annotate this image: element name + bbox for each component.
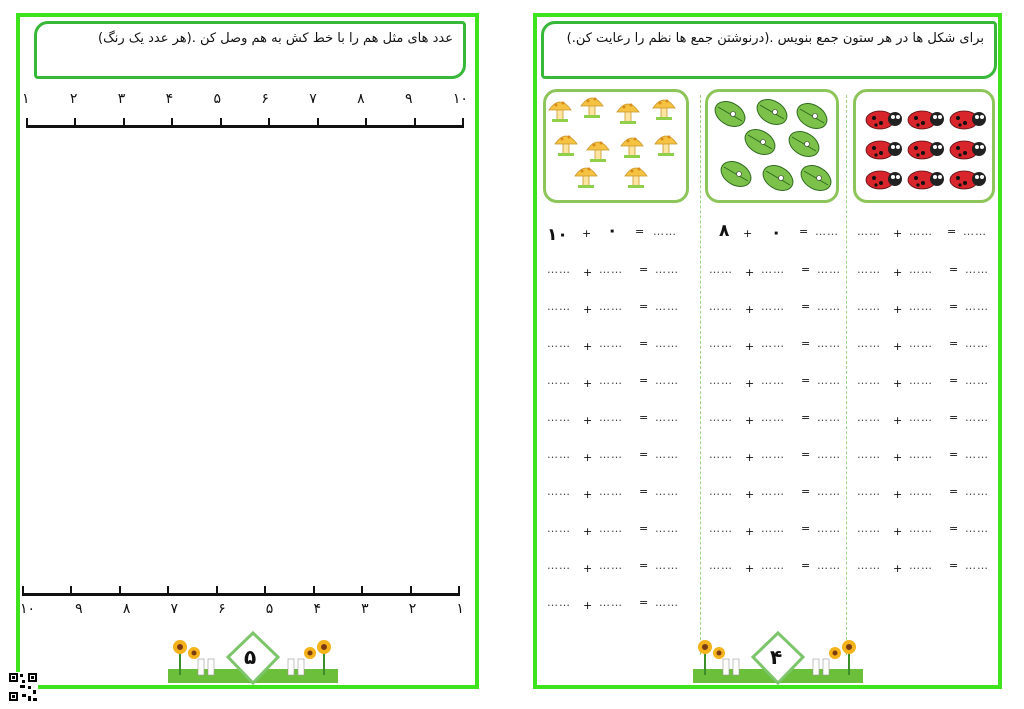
instruction-box [541, 21, 997, 79]
mushroom-result-blank[interactable]: …… [655, 485, 679, 498]
ladybug-equals: = [949, 559, 959, 572]
leaf-result-blank[interactable]: …… [817, 411, 841, 424]
ladybug-addend-blank[interactable]: …… [909, 411, 933, 424]
ladybug-second-blank[interactable]: …… [909, 225, 933, 238]
mushroom-first-plus: + [582, 227, 592, 240]
ladybug-equals: = [949, 448, 959, 461]
mushroom-equals: = [639, 596, 649, 609]
top-number-row [22, 91, 468, 107]
instruction-box [34, 21, 466, 79]
instruction-text: برای شکل ها در هر ستون جمع بنویس .(درنوشتن جمع ها نظم را رعایت کن.) [566, 31, 984, 46]
number-label: ۷ [309, 91, 317, 107]
ladybug-addend-blank[interactable]: …… [857, 263, 881, 276]
leaf-result-blank[interactable]: …… [817, 522, 841, 535]
leaf-addend-blank[interactable]: …… [709, 448, 733, 461]
leaf-equals: = [801, 522, 811, 535]
number-label: ۲ [408, 601, 417, 617]
mushroom-equals: = [639, 300, 649, 313]
bottom-ruler [22, 583, 460, 596]
ladybug-addend-blank[interactable]: …… [909, 263, 933, 276]
mushroom-plus: + [583, 562, 593, 575]
mushroom-addend-blank[interactable]: …… [547, 559, 571, 572]
ladybug-addend-blank[interactable]: …… [857, 522, 881, 535]
ladybug-equals: = [949, 485, 959, 498]
leaf-addend-blank[interactable]: …… [761, 411, 785, 424]
ladybug-icon [866, 111, 902, 129]
mushroom-addend-blank[interactable]: …… [547, 448, 571, 461]
ladybug-icon [950, 141, 986, 159]
mushroom-result-blank[interactable]: …… [655, 522, 679, 535]
mushroom-addend-blank[interactable]: …… [599, 374, 623, 387]
ladybug-result-blank[interactable]: …… [965, 411, 989, 424]
ladybug-addend-blank[interactable]: …… [909, 559, 933, 572]
number-label: ۱ [456, 601, 464, 617]
leaf-result-blank[interactable]: …… [817, 485, 841, 498]
ruler-tick [365, 118, 367, 128]
number-label: ۲ [69, 91, 78, 107]
ladybug-plus: + [893, 525, 903, 538]
leaf-plus: + [745, 340, 755, 353]
mushroom-icon [617, 104, 639, 125]
mushroom-addend-blank[interactable]: …… [547, 485, 571, 498]
leaf-addend-blank[interactable]: …… [761, 374, 785, 387]
ladybug-result-blank[interactable]: …… [965, 337, 989, 350]
ladybug-result-blank[interactable]: …… [965, 485, 989, 498]
mushroom-addend-blank[interactable]: …… [599, 559, 623, 572]
mushroom-plus: + [583, 451, 593, 464]
ladybug-result-blank[interactable]: …… [965, 448, 989, 461]
leaf-plus: + [745, 562, 755, 575]
leaf-addend-blank[interactable]: …… [709, 300, 733, 313]
ruler-tick [123, 118, 125, 128]
ruler-tick [26, 118, 28, 128]
mushroom-equals: = [639, 448, 649, 461]
leaf-icon [717, 156, 756, 191]
mushroom-plus: + [583, 599, 593, 612]
leaf-addend-blank[interactable]: …… [761, 448, 785, 461]
number-label: ۹ [75, 601, 83, 617]
mushroom-addend-blank[interactable]: …… [599, 411, 623, 424]
ruler-tick [317, 118, 319, 128]
instruction-text: عدد های مثل هم را با خط کش به هم وصل کن .(هر عدد یک رنگ) [98, 31, 453, 46]
ruler-tick [167, 586, 169, 596]
number-label: ۸ [357, 91, 365, 107]
leaf-result-blank[interactable]: …… [817, 337, 841, 350]
mushroom-icon [581, 98, 603, 119]
page-4 [533, 13, 1002, 689]
ladybug-addend-blank[interactable]: …… [909, 374, 933, 387]
leaf-icon [797, 160, 836, 195]
mushroom-addend-blank[interactable]: …… [599, 337, 623, 350]
leaf-result-blank[interactable]: …… [815, 225, 839, 238]
mushroom-result-blank[interactable]: …… [655, 411, 679, 424]
ruler-tick [216, 586, 218, 596]
leaf-addend-blank[interactable]: …… [761, 522, 785, 535]
ladybug-addend-blank[interactable]: …… [909, 448, 933, 461]
mushroom-addend-blank[interactable]: …… [599, 485, 623, 498]
ladybug-result-blank[interactable]: …… [965, 559, 989, 572]
mushroom-plus: + [583, 377, 593, 390]
mushroom-equals: = [639, 522, 649, 535]
ladybug-icon [950, 171, 986, 189]
leaf-plus: + [745, 414, 755, 427]
ladybug-equals: = [949, 263, 959, 276]
bottom-number-row [20, 601, 464, 617]
leaf-addend-blank[interactable]: …… [761, 337, 785, 350]
mushroom-second-number[interactable]: ۰ [607, 221, 618, 241]
ladybug-equals: = [949, 411, 959, 424]
ladybug-addend-blank[interactable]: …… [857, 485, 881, 498]
page-5 [16, 13, 479, 689]
leaf-equals: = [801, 485, 811, 498]
leaf-result-blank[interactable]: …… [817, 559, 841, 572]
leaf-equals: = [801, 448, 811, 461]
number-label: ۳ [361, 601, 369, 617]
leaf-equals: = [801, 263, 811, 276]
ruler-tick [171, 118, 173, 128]
mushroom-addend-blank[interactable]: …… [599, 522, 623, 535]
mushroom-addend-blank[interactable]: …… [547, 522, 571, 535]
page-number: ۴ [770, 645, 783, 669]
ladybug-addend-blank[interactable]: …… [909, 522, 933, 535]
leaf-addend-blank[interactable]: …… [761, 263, 785, 276]
ladybug-first-blank[interactable]: …… [857, 225, 881, 238]
mushroom-addend-blank[interactable]: …… [547, 411, 571, 424]
mushroom-icon [625, 168, 647, 189]
ladybug-addend-blank[interactable]: …… [857, 300, 881, 313]
ruler-tick [119, 586, 121, 596]
mushroom-result-blank[interactable]: …… [653, 225, 677, 238]
leaf-icon [785, 126, 824, 161]
ladybug-result-blank[interactable]: …… [965, 300, 989, 313]
leaf-addend-blank[interactable]: …… [709, 374, 733, 387]
mushroom-addend-blank[interactable]: …… [599, 448, 623, 461]
ladybug-result-blank[interactable]: …… [965, 374, 989, 387]
ladybug-icon [950, 111, 986, 129]
ladybug-addend-blank[interactable]: …… [909, 485, 933, 498]
leaf-addend-blank[interactable]: …… [709, 411, 733, 424]
mushroom-addend-blank[interactable]: …… [547, 374, 571, 387]
ruler-tick [268, 118, 270, 128]
ladybug-addend-blank[interactable]: …… [857, 448, 881, 461]
ruler-tick [220, 118, 222, 128]
ruler-tick [410, 586, 412, 596]
mushroom-equals: = [635, 225, 645, 238]
ladybug-addend-blank[interactable]: …… [857, 374, 881, 387]
mushroom-icon [653, 100, 675, 121]
mushroom-result-blank[interactable]: …… [655, 337, 679, 350]
mushroom-equals: = [639, 337, 649, 350]
leaf-plus: + [745, 488, 755, 501]
ladybug-addend-blank[interactable]: …… [857, 337, 881, 350]
leaf-equals: = [801, 411, 811, 424]
leaf-equals: = [801, 337, 811, 350]
leaf-picture-box [705, 89, 839, 203]
number-label: ۵ [265, 601, 274, 617]
mushroom-plus: + [583, 488, 593, 501]
ladybug-addend-blank[interactable]: …… [909, 337, 933, 350]
ladybug-plus: + [893, 303, 903, 316]
leaf-plus: + [745, 303, 755, 316]
ladybug-plus: + [893, 377, 903, 390]
leaf-addend-blank[interactable]: …… [761, 300, 785, 313]
leaf-addend-blank[interactable]: …… [709, 485, 733, 498]
ladybug-icon [866, 141, 902, 159]
ladybug-equals: = [949, 300, 959, 313]
ruler-tick [414, 118, 416, 128]
number-label: ۵ [213, 91, 222, 107]
ladybug-result-blank[interactable]: …… [965, 263, 989, 276]
ruler-tick [22, 586, 24, 596]
number-label: ۴ [165, 91, 174, 107]
leaf-plus: + [745, 525, 755, 538]
ladybug-addend-blank[interactable]: …… [857, 411, 881, 424]
ladybug-plus: + [893, 227, 903, 240]
ruler-tick [462, 118, 464, 128]
leaf-second-number[interactable]: ۰ [771, 223, 782, 243]
mushroom-result-blank[interactable]: …… [655, 596, 679, 609]
leaf-result-blank[interactable]: …… [817, 263, 841, 276]
ladybug-result-blank[interactable]: …… [965, 522, 989, 535]
ladybug-equals: = [947, 225, 957, 238]
number-label: ۶ [261, 91, 269, 107]
number-label: ۶ [218, 601, 226, 617]
ladybug-plus: + [893, 562, 903, 575]
mushroom-icon [587, 142, 609, 163]
mushroom-plus: + [583, 525, 593, 538]
mushroom-icon [621, 138, 643, 159]
leaf-addend-blank[interactable]: …… [761, 559, 785, 572]
leaf-icon [759, 160, 798, 195]
column-divider [846, 95, 847, 655]
mushroom-plus: + [583, 340, 593, 353]
ruler-tick [361, 586, 363, 596]
ladybug-picture-box [853, 89, 995, 203]
number-label: ۳ [117, 91, 126, 107]
column-divider [700, 95, 701, 655]
mushroom-addend-blank[interactable]: …… [599, 596, 623, 609]
ruler-tick [313, 586, 315, 596]
mushroom-addend-blank[interactable]: …… [547, 596, 571, 609]
ladybug-equals: = [949, 374, 959, 387]
mushroom-icon [575, 168, 597, 189]
leaf-first-plus: + [743, 227, 753, 240]
mushroom-equals: = [639, 263, 649, 276]
leaf-result-blank[interactable]: …… [817, 300, 841, 313]
leaf-equals: = [799, 225, 809, 238]
mushroom-result-blank[interactable]: …… [655, 448, 679, 461]
mushroom-plus: + [583, 303, 593, 316]
mushroom-equals: = [639, 559, 649, 572]
mushroom-addend-blank[interactable]: …… [547, 337, 571, 350]
mushroom-addend-blank[interactable]: …… [599, 300, 623, 313]
mushroom-result-blank[interactable]: …… [655, 374, 679, 387]
ladybug-plus: + [893, 451, 903, 464]
ladybug-plus: + [893, 340, 903, 353]
leaf-first-number[interactable]: ۸ [719, 221, 730, 241]
ladybug-icon [908, 171, 944, 189]
top-ruler [26, 115, 464, 128]
mushroom-result-blank[interactable]: …… [655, 559, 679, 572]
leaf-addend-blank[interactable]: …… [709, 263, 733, 276]
leaf-plus: + [745, 377, 755, 390]
page-number: ۵ [244, 645, 257, 669]
leaf-addend-blank[interactable]: …… [761, 485, 785, 498]
number-label: ۸ [122, 601, 131, 617]
mushroom-equals: = [639, 485, 649, 498]
mushroom-addend-blank[interactable]: …… [599, 263, 623, 276]
number-label: ۴ [313, 601, 321, 617]
mushroom-addend-blank[interactable]: …… [547, 300, 571, 313]
ruler-tick [74, 118, 76, 128]
ruler-tick [70, 586, 72, 596]
leaf-icon [711, 96, 750, 131]
ladybug-addend-blank[interactable]: …… [857, 559, 881, 572]
number-label: ۹ [405, 91, 413, 107]
leaf-result-blank[interactable]: …… [817, 448, 841, 461]
mushroom-plus: + [583, 266, 593, 279]
mushroom-equals: = [639, 374, 649, 387]
ladybug-icon [908, 141, 944, 159]
leaf-result-blank[interactable]: …… [817, 374, 841, 387]
ladybug-equals: = [949, 337, 959, 350]
mushroom-picture-box [543, 89, 689, 203]
mushroom-icon [655, 136, 677, 157]
qr-code-icon [8, 672, 38, 702]
number-label: ۱۰ [20, 601, 36, 617]
leaf-equals: = [801, 374, 811, 387]
mushroom-equals: = [639, 411, 649, 424]
ruler-tick [264, 586, 266, 596]
ladybug-icon [908, 111, 944, 129]
leaf-icon [741, 124, 780, 159]
leaf-icon [793, 98, 832, 133]
ladybug-equals: = [949, 522, 959, 535]
ladybug-plus: + [893, 266, 903, 279]
leaf-addend-blank[interactable]: …… [709, 522, 733, 535]
mushroom-first-number[interactable]: ۱۰ [547, 225, 568, 245]
ruler-tick [458, 586, 460, 596]
mushroom-plus: + [583, 414, 593, 427]
number-label: ۷ [170, 601, 179, 617]
mushroom-addend-blank[interactable]: …… [547, 263, 571, 276]
ladybug-plus: + [893, 488, 903, 501]
ladybug-result-blank[interactable]: …… [963, 225, 987, 238]
mushroom-icon [555, 136, 577, 157]
leaf-addend-blank[interactable]: …… [709, 559, 733, 572]
mushroom-result-blank[interactable]: …… [655, 263, 679, 276]
leaf-plus: + [745, 266, 755, 279]
number-label: ۱۰ [452, 91, 468, 107]
ladybug-icon [866, 171, 902, 189]
leaf-equals: = [801, 300, 811, 313]
leaf-equals: = [801, 559, 811, 572]
ladybug-plus: + [893, 414, 903, 427]
leaf-addend-blank[interactable]: …… [709, 337, 733, 350]
leaf-icon [753, 94, 792, 129]
mushroom-result-blank[interactable]: …… [655, 300, 679, 313]
ladybug-addend-blank[interactable]: …… [909, 300, 933, 313]
mushroom-icon [549, 102, 571, 123]
number-label: ۱ [22, 91, 30, 107]
leaf-plus: + [745, 451, 755, 464]
